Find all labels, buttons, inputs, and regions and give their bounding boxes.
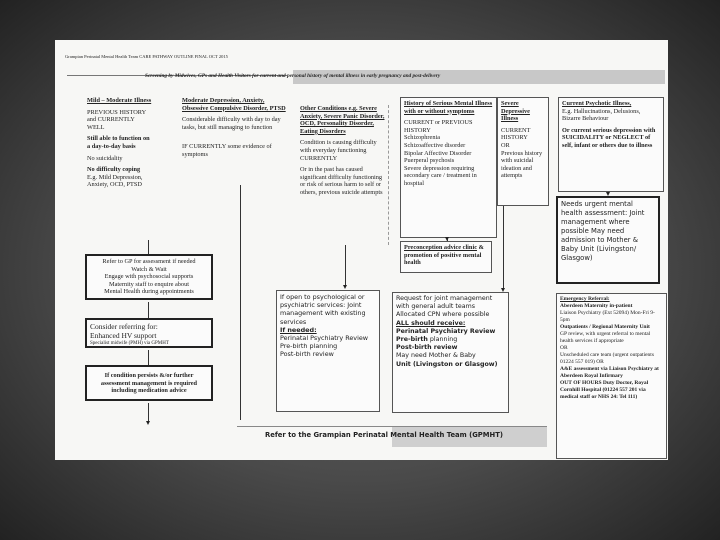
serious-mental-illness-box: History of Serious Mental Illness with or without symptoms CURRENT or PREVIOUS HISTORY Schizophrenia Schizoaffective disorder Bipolar Affective Disorder Puerperal psychosis Severe depression requiring secondary care / treatment in hospital xyxy=(400,97,497,238)
connector-line xyxy=(240,185,241,420)
connector-line xyxy=(345,245,346,285)
connector-line xyxy=(148,350,149,365)
document-header: Grampian Perinatal Mental Health Team CARE PATHWAY OUTLINE FINAL OCT 2015 xyxy=(65,54,228,59)
other-conditions-column: Other Conditions e.g. Severe Anxiety, Severe Panic Disorder, OCD, Personality Disorder, Eating Disorders Condition is causing difficulty with everyday functioning CURRENTLY Or in the past has caused significant difficulty functioning or risk of serious harm to self or others, previous suicide attempts xyxy=(300,105,389,245)
psychotic-illness-box: Current Psychotic Illness, E.g. Hallucinations, Delusions, Bizarre Behaviour Or current serious depression with SUICIDALITY or NEGLECT of self, infant or others due to illness xyxy=(558,97,664,192)
condition-persists-box: If condition persists &/or further assessment management is required including medication advice xyxy=(85,365,213,401)
open-to-services-box: If open to psychological or psychiatric services: Joint management with existing services If needed: Perinatal Psychiatry Review Pre-birth planning Post-birth review xyxy=(276,290,380,412)
arrow-down-icon xyxy=(146,421,150,425)
connector-line xyxy=(503,206,504,288)
urgent-assessment-box: Needs urgent mental health assessment: Joint management where possible May need admission to Mother & Baby Unit (Livingston/ Glasgow) xyxy=(556,196,660,284)
arrow-down-icon xyxy=(501,288,505,292)
consider-referring-box: Consider referring for: Enhanced HV support Specialist midwife (PMH) via GPMHT xyxy=(85,318,213,348)
connector-line xyxy=(148,240,149,254)
severe-depressive-box: Severe Depressive Illness CURRENT HISTORY OR Previous history with suicidal ideation and attempts xyxy=(497,97,549,206)
refer-gpmht-bar: Refer to the Grampian Perinatal Mental Health Team (GPMHT) xyxy=(265,431,503,439)
preconception-box: Preconception advice clinic & promotion of positive mental health xyxy=(400,241,492,273)
arrow-down-icon xyxy=(343,285,347,289)
moderate-depression-column: Moderate Depression, Anxiety, Obsessive Compulsive Disorder, PTSD Considerable difficulty with day to day tasks, but still managing to function IF CURRENTLY some evidence of symptoms xyxy=(182,97,286,158)
scanned-document xyxy=(55,40,668,460)
arrow-down-icon xyxy=(606,192,610,196)
mild-moderate-column: Mild – Moderate Illness PREVIOUS HISTORY and CURRENTLY WELL Still able to function on a day-to-day basis No suicidality No difficulty coping E.g. Mild Depression, Anxiety, OCD, PTSD xyxy=(87,97,152,189)
connector-line xyxy=(148,302,149,318)
arrow-down-icon xyxy=(445,237,449,241)
refer-gp-box: Refer to GP for assessment if needed Watch & Wait Engage with psychosocial supports Maternity staff to enquire about Mental Health during appointments xyxy=(85,254,213,300)
screening-banner: Screening by Midwives, GPs and Health Visitors for current and personal history of mental illness in early pregnancy and post-delivery xyxy=(145,73,441,79)
joint-management-box: Request for joint management with general adult teams Allocated CPN where possible ALL should receive: Perinatal Psychiatry Review Pre-birth planning Post-birth review May need Mother & Baby Unit (Livingston or Glasgow) xyxy=(392,292,509,413)
emergency-referral-box: Emergency Referral: Aberdeen Maternity in-patient Liaison Psychiatry (Ext 52094) Mon-Fri 9-5pm Outpatients / Regional Maternity Unit GP review, with urgent referral to mental health services if appropriate OR Unscheduled care team (urgent outpatients 01224 557 019) OR A&E assessment via Liaison Psychiatry at Aberdeen Royal Infirmary OUT OF HOURS Duty Doctor, Royal Cornhill Hospital (01224 557 201 via medical staff or NHS 24: Tel 111) xyxy=(556,293,667,459)
connector-line xyxy=(148,403,149,421)
